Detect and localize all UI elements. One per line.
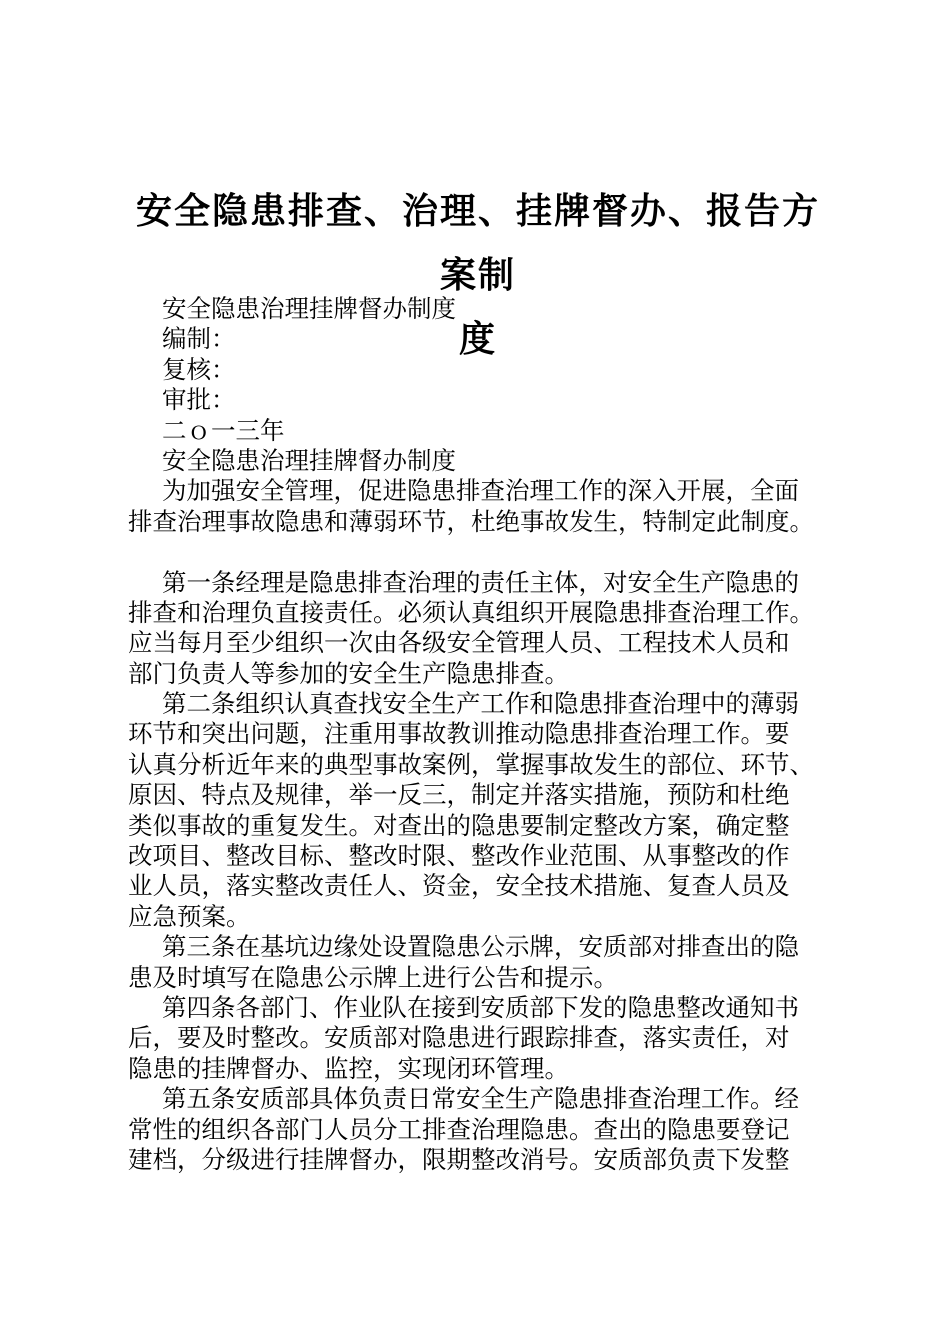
title-line-1: 安全隐患排查、治理、挂牌督办、报告方案制 [135,191,820,296]
paragraph-spacer [128,537,828,567]
header-line-approved-by: 审批： [162,385,236,415]
paragraph-intro-line: 排查治理事故隐患和薄弱环节，杜绝事故发生，特制定此制度。 [128,506,814,536]
article-2-line: 认真分析近年来的典型事故案例，掌握事故发生的部位、环节、 [128,749,814,779]
article-1-line: 应当每月至少组织一次由各级安全管理人员、工程技术人员和 [128,628,790,658]
article-5-line: 常性的组织各部门人员分工排查治理隐患。查出的隐患要登记 [128,1114,790,1144]
article-4-line: 第四条各部门、作业队在接到安质部下发的隐患整改通知书 [162,992,799,1022]
article-2-line: 类似事故的重复发生。对查出的隐患要制定整改方案，确定整 [128,810,790,840]
document-body [128,294,828,1175]
article-2-line: 业人员，落实整改责任人、资金，安全技术措施、复查人员及 [128,871,790,901]
header-line-subtitle: 安全隐患治理挂牌督办制度 [162,294,456,323]
title-line-2: 度 [458,319,497,360]
article-2-line: 改项目、整改目标、整改时限、整改作业范围、从事整改的作 [128,841,790,871]
article-4-line: 后，要及时整改。安质部对隐患进行跟踪排查，落实责任，对 [128,1023,790,1053]
paragraph-intro-line: 为加强安全管理，促进隐患排查治理工作的深入开展，全面 [162,476,799,506]
article-2-line: 应急预案。 [128,901,251,931]
article-5-line: 建档，分级进行挂牌督办，限期整改消号。安质部负责下发整 [128,1144,790,1174]
article-1-line: 第一条经理是隐患排查治理的责任主体，对安全生产隐患的 [162,567,799,597]
article-1-line: 排查和治理负直接责任。必须认真组织开展隐患排查治理工作。 [128,597,814,627]
article-3-line: 第三条在基坑边缘处设置隐患公示牌，安质部对排查出的隐 [162,932,799,962]
article-4-line: 隐患的挂牌督办、监控，实现闭环管理。 [128,1053,569,1083]
article-2-line: 环节和突出问题，注重用事故教训推动隐患排查治理工作。要 [128,719,790,749]
article-2-line: 第二条组织认真查找安全生产工作和隐患排查治理中的薄弱 [162,689,799,719]
article-5-line: 第五条安质部具体负责日常安全生产隐患排查治理工作。经 [162,1084,799,1114]
header-line-reviewed-by: 复核： [162,354,236,384]
section-heading: 安全隐患治理挂牌督办制度 [162,445,456,475]
header-line-year: 二ｏ一三年 [162,415,285,445]
header-line-compiled-by: 编制： [162,324,236,354]
article-3-line: 患及时填写在隐患公示牌上进行公告和提示。 [128,962,618,992]
article-2-line: 原因、特点及规律，举一反三，制定并落实措施，预防和杜绝 [128,780,790,810]
article-1-line: 部门负责人等参加的安全生产隐患排查。 [128,658,569,688]
